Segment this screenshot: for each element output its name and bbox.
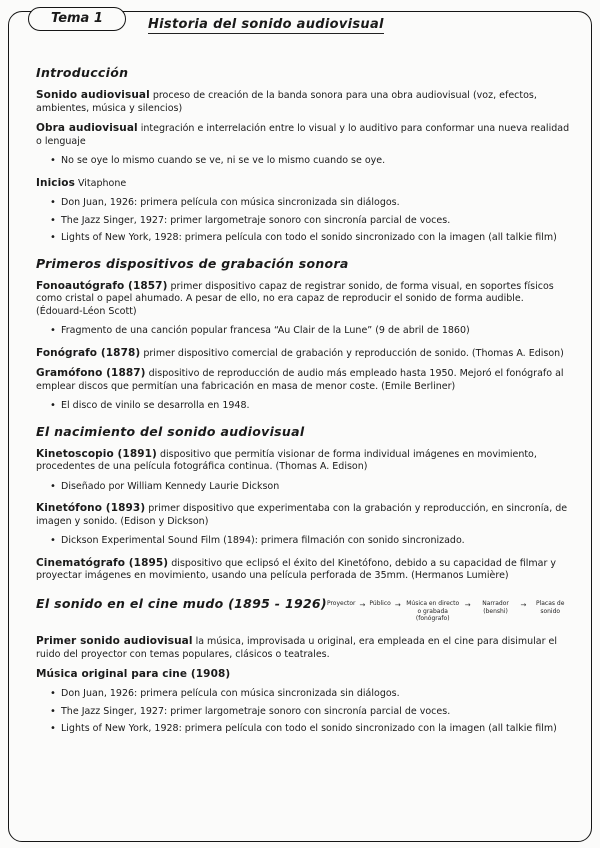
section-heading-primeros-dispositivos: Primeros dispositivos de grabación sonora xyxy=(36,255,349,271)
page-title: Historia del sonido audiovisual xyxy=(148,17,384,32)
term-fonografo: Fonógrafo (1878) xyxy=(36,346,141,359)
silent-cinema-diagram xyxy=(327,596,570,623)
definition-text: Vitaphone xyxy=(78,177,127,189)
arrow-right-icon: → xyxy=(520,600,527,609)
definition-text: integración e interrelación entre lo visual y lo auditivo para conformar una nueva realidad o lenguaje xyxy=(36,122,570,147)
term-gramofono: Gramófono (1887) xyxy=(36,367,146,380)
bullet-list-kinetofono xyxy=(50,535,570,548)
section-heading-nacimiento: El nacimiento del sonido audiovisual xyxy=(36,423,305,439)
term-kinetoscopio: Kinetoscopio (1891) xyxy=(36,447,157,460)
arrow-right-icon: → xyxy=(464,600,471,609)
bullet-list-kinetoscopio xyxy=(50,481,570,494)
bullet-list-obra-audiovisual xyxy=(50,155,570,168)
list-item: • Fragmento de una canción popular francesa “Au Clair de la Lune” (9 de abril de 1860) xyxy=(50,325,570,338)
definition-text: la música, improvisada u original, era empleada en el cine para disimular el ruido del proyector con temas populares, clásicos o teatrales. xyxy=(36,636,557,660)
definition-obra-audiovisual xyxy=(36,122,570,148)
definition-kinetofono xyxy=(36,502,570,528)
term-kinetofono: Kinetófono (1893) xyxy=(36,502,146,515)
list-item: • Don Juan, 1926: primera película con música sincronizada sin diálogos. xyxy=(50,688,570,701)
diagram-node-publico: Público xyxy=(369,599,391,607)
topic-badge-label: Tema 1 xyxy=(51,11,103,26)
list-item: • El disco de vinilo se desarrolla en 1948. xyxy=(50,400,570,413)
bullet-list-gramofono xyxy=(50,400,570,413)
term-fonoautografo: Fonoautógrafo (1857) xyxy=(36,279,168,292)
list-item: • The Jazz Singer, 1927: primer largometraje sonoro con sincronía parcial de voces. xyxy=(50,215,570,228)
term-inicios: Inicios xyxy=(36,176,75,189)
bullet-list-fonoautografo xyxy=(50,325,570,338)
diagram-node-musica: Música en directo o grabada (fonógrafo) xyxy=(406,599,460,623)
term-cinematografo: Cinematógrafo (1895) xyxy=(36,556,169,569)
list-item: • The Jazz Singer, 1927: primer largometraje sonoro con sincronía parcial de voces. xyxy=(50,706,570,719)
topic-badge xyxy=(28,7,126,31)
diagram-node-placas: Placas de sonido xyxy=(535,599,565,615)
definition-text: primer dispositivo comercial de grabación y reproducción de sonido. (Thomas A. Edison) xyxy=(143,347,564,359)
section-heading-introduccion: Introducción xyxy=(36,65,129,80)
definition-text: dispositivo que eclipsó el éxito del Kinetófono, debido a su capacidad de filmar y proyectar imágenes en movimiento, usando una película perforada de 35mm. (Hermanos Lumière) xyxy=(36,557,557,582)
bullet-list-musica-original xyxy=(50,688,570,736)
cine-mudo-row xyxy=(36,596,570,623)
diagram-node-proyector: Proyector xyxy=(326,599,356,607)
definition-cinematografo xyxy=(36,557,570,583)
list-item: • Don Juan, 1926: primera película con música sincronizada sin diálogos. xyxy=(50,197,570,210)
definition-gramofono xyxy=(36,367,570,393)
definition-kinetoscopio xyxy=(36,448,570,474)
definition-inicios xyxy=(36,177,570,191)
arrow-right-icon: → xyxy=(359,600,366,609)
list-item: • Dickson Experimental Sound Film (1894): primera filmación con sonido sincronizado. xyxy=(50,535,570,548)
notes-content xyxy=(36,54,570,745)
definition-text: primer dispositivo que experimentaba con la grabación y reproducción, en sincronía, de imagen y sonido. (Edison y Dickson) xyxy=(36,503,568,527)
definition-primer-sonido-audiovisual xyxy=(36,635,570,661)
definition-fonoautografo xyxy=(36,280,570,318)
term-primer-sonido-audiovisual: Primer sonido audiovisual xyxy=(36,635,193,648)
definition-text: primer dispositivo capaz de registrar sonido, de forma visual, en soportes físicos como cristal o papel ahumado. A pesar de ello, no era capaz de reproducir el sonido de forma audible. (Édouard-Léon Scott) xyxy=(36,280,554,317)
definition-text: dispositivo que permitía visionar de forma individual imágenes en movimiento, procedentes de una película fotográfica continua. (Thomas A. Edison) xyxy=(36,448,537,473)
list-item: • No se oye lo mismo cuando se ve, ni se ve lo mismo cuando se oye. xyxy=(50,155,570,168)
arrow-right-icon: → xyxy=(394,600,401,609)
list-item: • Diseñado por William Kennedy Laurie Dickson xyxy=(50,481,570,494)
list-item: • Lights of New York, 1928: primera película con todo el sonido sincronizado con la imagen (all talkie film) xyxy=(50,723,570,736)
term-obra-audiovisual: Obra audiovisual xyxy=(36,121,138,134)
definition-text: dispositivo de reproducción de audio más empleado hasta 1950. Mejoró el fonógrafo al emplear discos que permitían una fabricación en masa de menor coste. (Emile Berliner) xyxy=(36,368,564,392)
definition-sonido-audiovisual xyxy=(36,89,570,115)
term-sonido-audiovisual: Sonido audiovisual xyxy=(36,89,150,101)
definition-text: proceso de creación de la banda sonora para una obra audiovisual (voz, efectos, ambientes, música y silencios) xyxy=(36,90,537,114)
bullet-list-inicios xyxy=(50,197,570,245)
definition-fonografo xyxy=(36,347,570,361)
heading-musica-original: Música original para cine (1908) xyxy=(36,668,231,681)
diagram-node-narrador: Narrador (benshi) xyxy=(482,599,509,615)
section-heading-cine-mudo: El sonido en el cine mudo (1895 - 1926) xyxy=(36,595,327,611)
list-item: • Lights of New York, 1928: primera película con todo el sonido sincronizado con la imagen (all talkie film) xyxy=(50,232,570,245)
